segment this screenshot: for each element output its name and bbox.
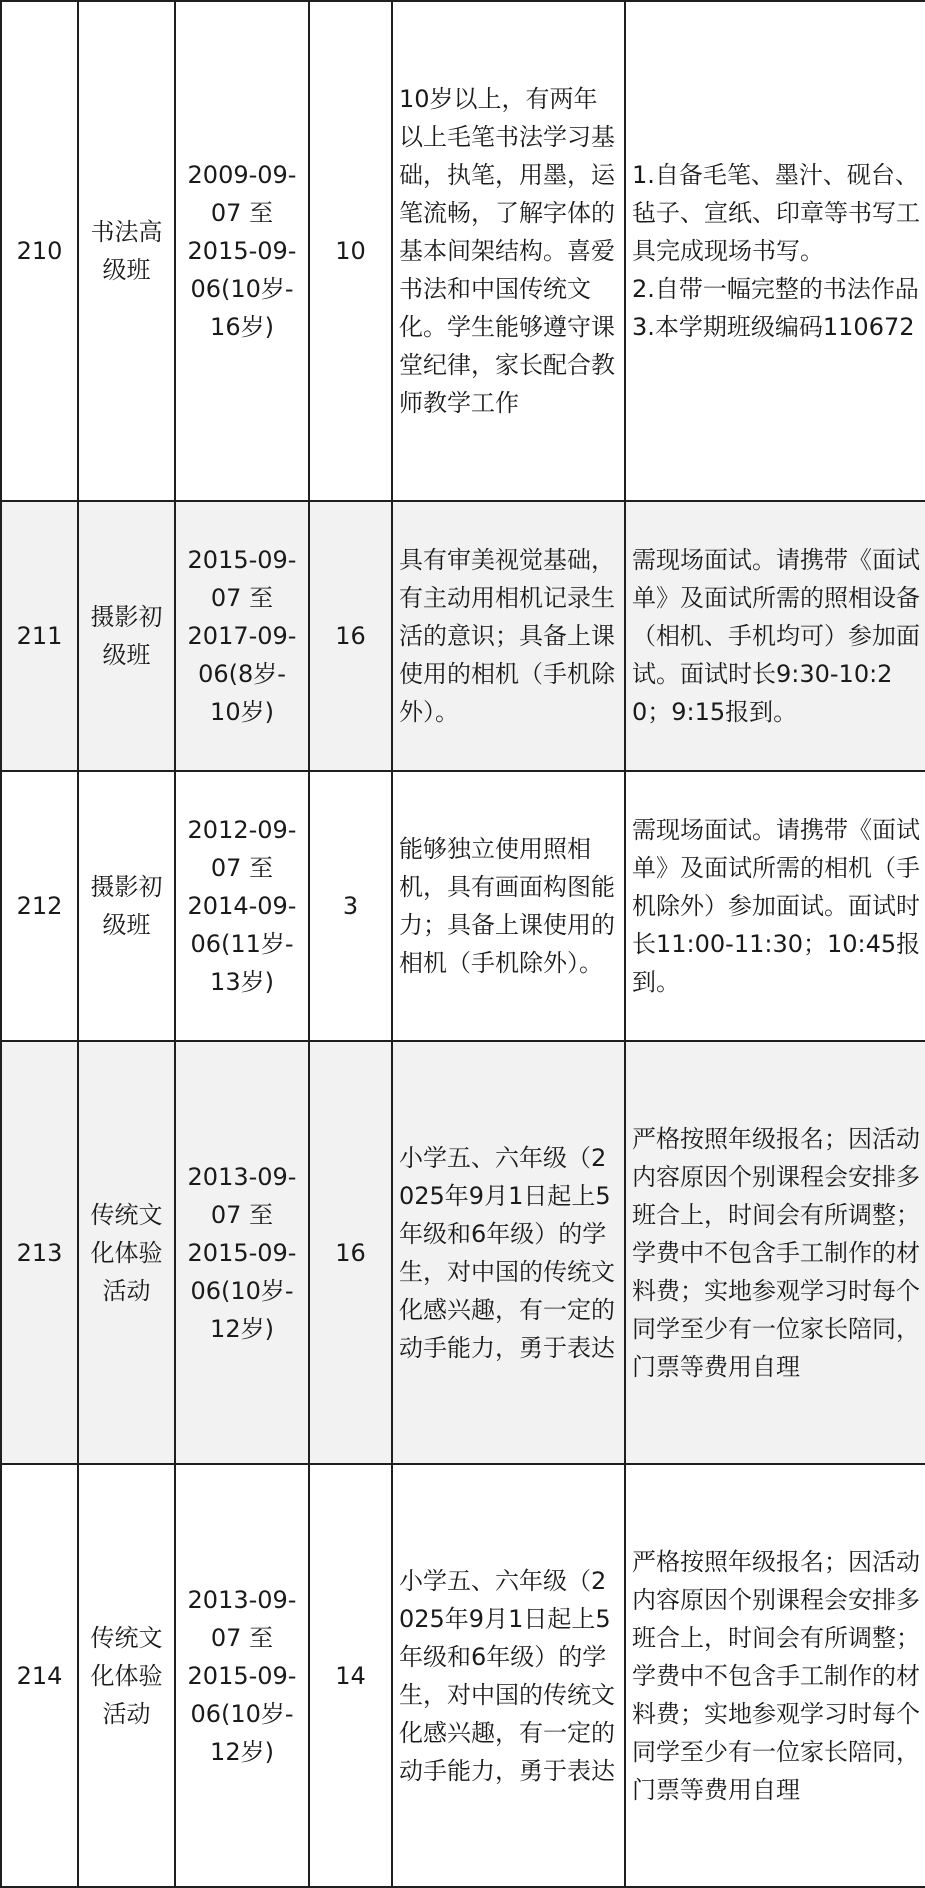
birth-range-line: 07 至 [210, 584, 274, 612]
birth-range-cell [175, 501, 309, 771]
notes-line: 需现场面试。请携带《面试单》及面试所需的相机（手机除外）参加面试。面试时长11:00-11:30；10:45报到。 [632, 816, 921, 996]
birth-range-line: 12岁) [210, 1314, 274, 1343]
birth-range-cell [175, 1464, 309, 1887]
notes-cell [625, 1, 925, 501]
notes-line: 1.自备毛笔、墨汁、砚台、毡子、宣纸、印章等书写工具完成现场书写。 [632, 161, 920, 265]
birth-range-line: 07 至 [210, 1623, 274, 1652]
notes-line: 2.自带一幅完整的书法作品 [632, 275, 919, 303]
birth-range-line: 2017-09- [187, 622, 297, 650]
birth-range-line: 13岁) [210, 968, 274, 996]
birth-range-line: 12岁) [210, 1737, 274, 1766]
notes-cell [625, 1464, 925, 1887]
class-name-cell [78, 1464, 175, 1887]
class-name-line: 传统文 [90, 1623, 163, 1652]
requirement-text: 10岁以上，有两年以上毛笔书法学习基础，执笔，用墨，运笔流畅，了解字体的基本间架结构。喜爱书法和中国传统文化。学生能够遵守课堂纪律，家长配合教师教学工作 [399, 85, 615, 417]
birth-range-cell [175, 771, 309, 1041]
table-row [1, 1, 925, 501]
table-row [1, 1464, 925, 1887]
class-name-line: 级班 [102, 641, 151, 669]
notes-line: 3.本学期班级编码110672 [632, 313, 915, 341]
birth-range-line: 06(10岁- [190, 1276, 294, 1305]
quota: 16 [335, 1238, 366, 1267]
birth-range-cell [175, 1, 309, 501]
class-name-line: 摄影初 [90, 603, 163, 631]
class-id: 210 [16, 237, 63, 265]
requirement-cell [392, 1041, 625, 1464]
birth-range-line: 2013-09- [187, 1162, 297, 1191]
quota-cell [309, 1, 392, 501]
class-name-line: 书法高 [90, 218, 163, 246]
quota: 14 [335, 1661, 366, 1690]
requirement-cell [392, 1, 625, 501]
requirement-cell [392, 501, 625, 771]
class-name-line: 活动 [102, 1276, 151, 1305]
class-name-line: 化体验 [90, 1661, 163, 1690]
class-name-cell [78, 501, 175, 771]
birth-range-line: 2015-09- [187, 546, 297, 574]
quota-cell [309, 1464, 392, 1887]
notes-cell [625, 501, 925, 771]
class-name-line: 活动 [102, 1699, 151, 1728]
requirement-text: 小学五、六年级（2025年9月1日起上5年级和6年级）的学生，对中国的传统文化感兴趣，有一定的动手能力，勇于表达 [399, 1143, 615, 1362]
class-name-line: 传统文 [90, 1200, 163, 1229]
birth-range-line: 07 至 [210, 1200, 274, 1229]
quota-cell [309, 1041, 392, 1464]
notes-line: 严格按照年级报名；因活动内容原因个别课程会安排多班合上，时间会有所调整；学费中不包含手工制作的材料费；实地参观学习时每个同学至少有一位家长陪同，门票等费用自理 [632, 1124, 920, 1381]
quota-cell [309, 771, 392, 1041]
class-name-cell [78, 1, 175, 501]
class-id-cell [1, 1041, 78, 1464]
table-row [1, 501, 925, 771]
table-row [1, 1041, 925, 1464]
class-name-line: 化体验 [90, 1238, 163, 1267]
birth-range-line: 2015-09- [187, 1661, 297, 1690]
notes-line: 严格按照年级报名；因活动内容原因个别课程会安排多班合上，时间会有所调整；学费中不包含手工制作的材料费；实地参观学习时每个同学至少有一位家长陪同，门票等费用自理 [632, 1547, 920, 1804]
birth-range-line: 06(10岁- [190, 275, 294, 303]
requirement-text: 具有审美视觉基础，有主动用相机记录生活的意识；具备上课使用的相机（手机除外）。 [399, 546, 615, 726]
class-id: 213 [16, 1238, 63, 1267]
birth-range-line: 07 至 [210, 199, 274, 227]
class-id: 212 [16, 892, 63, 920]
requirement-cell [392, 1464, 625, 1887]
birth-range-line: 06(10岁- [190, 1699, 294, 1728]
birth-range-line: 2009-09- [187, 161, 297, 189]
birth-range-line: 16岁) [210, 313, 274, 341]
birth-range-line: 2015-09- [187, 237, 297, 265]
birth-range-line: 10岁) [210, 698, 274, 726]
class-name-cell [78, 1041, 175, 1464]
class-id-cell [1, 1, 78, 501]
notes-cell [625, 1041, 925, 1464]
notes-line: 需现场面试。请携带《面试单》及面试所需的照相设备（相机、手机均可）参加面试。面试时长9:30-10:20；9:15报到。 [632, 546, 920, 726]
class-id: 211 [16, 622, 63, 650]
requirement-cell [392, 771, 625, 1041]
birth-range-line: 2014-09- [187, 892, 297, 920]
class-id-cell [1, 1464, 78, 1887]
class-name-line: 级班 [102, 911, 151, 939]
class-name-line: 级班 [102, 256, 151, 284]
class-name-line: 摄影初 [90, 873, 163, 901]
requirement-text: 小学五、六年级（2025年9月1日起上5年级和6年级）的学生，对中国的传统文化感兴趣，有一定的动手能力，勇于表达 [399, 1566, 615, 1785]
birth-range-line: 2013-09- [187, 1585, 297, 1614]
quota: 3 [342, 892, 359, 920]
quota: 10 [335, 237, 366, 265]
class-id-cell [1, 771, 78, 1041]
birth-range-line: 06(8岁- [198, 660, 286, 688]
birth-range-line: 06(11岁- [190, 930, 294, 958]
quota-cell [309, 501, 392, 771]
notes-cell [625, 771, 925, 1041]
course-table-body [1, 1, 925, 1887]
class-name-cell [78, 771, 175, 1041]
birth-range-line: 2012-09- [187, 816, 297, 844]
birth-range-line: 07 至 [210, 854, 274, 882]
birth-range-line: 2015-09- [187, 1238, 297, 1267]
class-id-cell [1, 501, 78, 771]
table-row [1, 771, 925, 1041]
birth-range-cell [175, 1041, 309, 1464]
quota: 16 [335, 622, 366, 650]
class-id: 214 [16, 1661, 63, 1690]
requirement-text: 能够独立使用照相机，具有画面构图能力；具备上课使用的相机（手机除外）。 [399, 835, 615, 977]
